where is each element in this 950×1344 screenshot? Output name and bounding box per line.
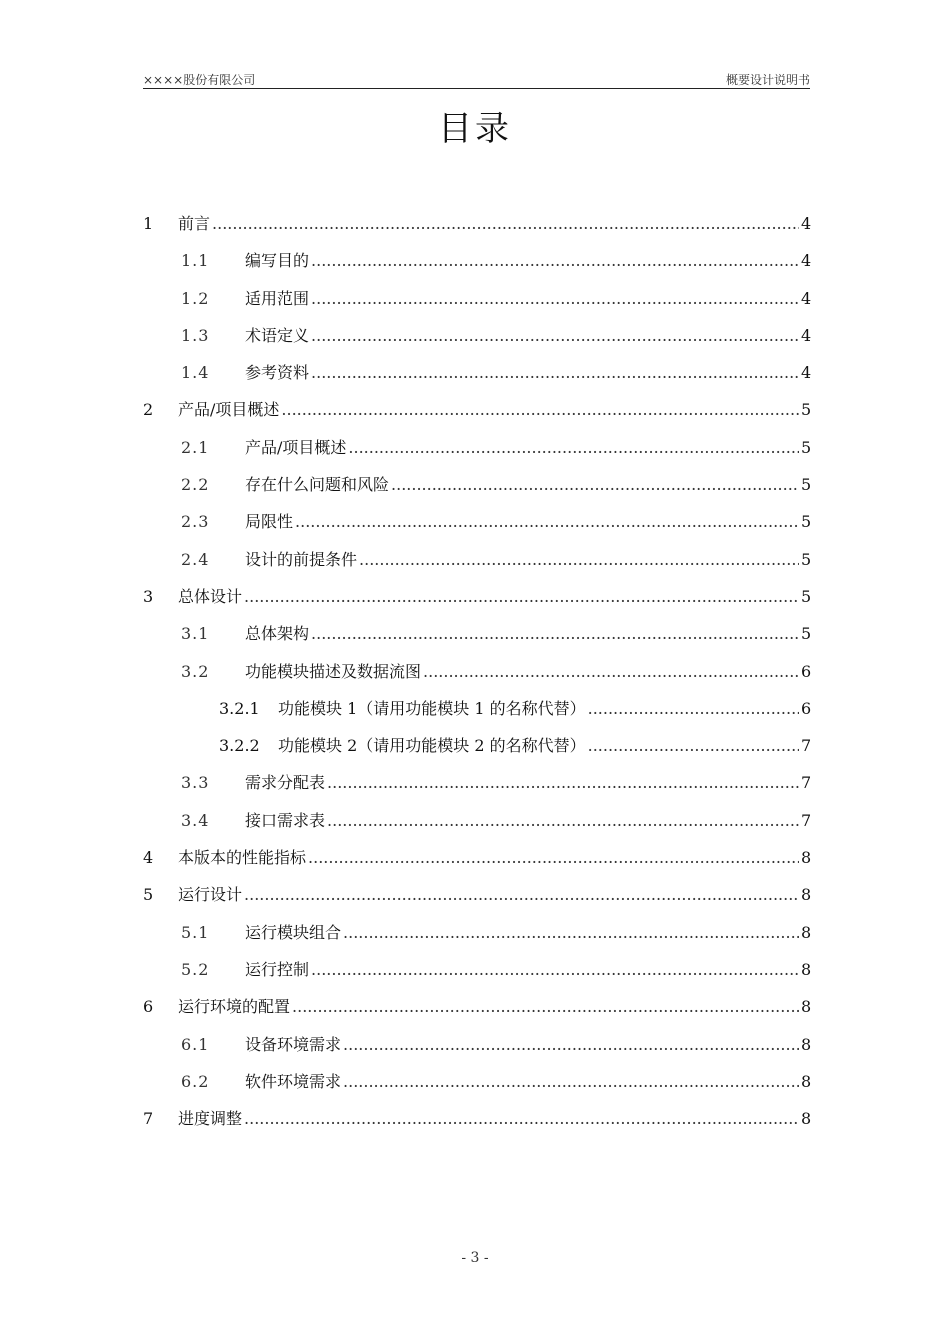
toc-entry-page: 4 (801, 214, 812, 233)
toc-entry-title: 设计的前提条件 (245, 549, 358, 569)
toc-entry-title: 局限性 (245, 512, 294, 532)
toc-leader-dots (311, 960, 799, 980)
toc-entry[interactable] (143, 550, 815, 587)
toc-entry[interactable] (143, 400, 815, 437)
toc-entry[interactable] (143, 1035, 815, 1072)
toc-leader-dots (311, 289, 799, 309)
toc-entry-title: 接口需求表 (245, 810, 326, 830)
toc-entry-number: 1.4 (181, 363, 210, 383)
toc-entry-page: 8 (801, 885, 812, 905)
toc-entry[interactable] (143, 997, 815, 1034)
toc-entry-page: 5 (801, 586, 812, 606)
toc-entry[interactable] (143, 699, 815, 736)
toc-leader-dots (244, 587, 799, 607)
toc-leader-dots (308, 848, 799, 868)
toc-entry-number: 2.2 (181, 475, 210, 495)
toc-entry[interactable] (143, 848, 815, 885)
toc-entry-title: 设备环境需求 (245, 1034, 342, 1054)
toc-entry-page: 4 (801, 251, 812, 271)
toc-entry-number: 1.1 (181, 251, 210, 271)
toc-entry-page: 7 (801, 810, 812, 830)
toc-entry-title: 功能模块 2（请用功能模块 2 的名称代替） (278, 736, 586, 756)
toc-entry-page: 5 (801, 624, 812, 644)
toc-entry-number: 1.2 (181, 288, 210, 308)
toc-entry-title: 总体设计 (178, 586, 243, 606)
toc-leader-dots (423, 662, 799, 682)
toc-entry-page: 5 (801, 437, 812, 457)
toc-entry-number: 7 (143, 1109, 154, 1129)
toc-entry-title: 总体架构 (245, 624, 310, 644)
toc-entry-title: 产品/项目概述 (178, 400, 280, 420)
toc-entry[interactable] (143, 512, 815, 549)
toc-entry[interactable] (143, 736, 815, 773)
toc-entry-title: 需求分配表 (245, 773, 326, 793)
company-name: ××××股份有限公司 (143, 73, 256, 87)
toc-entry[interactable] (143, 214, 815, 251)
toc-entry-page: 8 (801, 848, 812, 868)
toc-entry[interactable] (143, 624, 815, 661)
toc-leader-dots (311, 624, 799, 644)
toc-entry-title: 本版本的性能指标 (178, 848, 307, 868)
toc-entry-page: 4 (801, 363, 812, 383)
toc-entry[interactable] (143, 811, 815, 848)
toc-entry-number: 2.1 (181, 437, 210, 457)
toc-entry-number: 3 (143, 586, 154, 606)
toc-leader-dots (327, 773, 799, 793)
toc-entry-number: 5 (143, 885, 154, 905)
toc-entry-number: 1.3 (181, 325, 210, 345)
toc-entry-page: 8 (801, 1071, 812, 1091)
toc-entry-title: 存在什么问题和风险 (245, 475, 390, 495)
toc-entry-page: 4 (801, 325, 812, 345)
toc-leader-dots (343, 923, 799, 943)
toc-entry-number: 3.2 (181, 661, 210, 681)
toc-entry-number: 6.1 (181, 1034, 210, 1054)
toc-entry-number: 2.3 (181, 512, 210, 532)
toc-entry[interactable] (143, 326, 815, 363)
toc-entry-title: 适用范围 (245, 288, 310, 308)
toc-entry-number: 2 (143, 400, 154, 420)
toc-entry-number: 5.1 (181, 922, 210, 942)
toc-entry-page: 7 (801, 773, 812, 793)
document-title: 概要设计说明书 (725, 73, 810, 87)
toc-leader-dots (311, 251, 799, 271)
toc-entry-page: 4 (801, 288, 812, 308)
toc-entry-number: 3.3 (181, 773, 210, 793)
toc-entry-title: 参考资料 (245, 363, 310, 383)
toc-entry-page: 6 (801, 661, 812, 681)
toc-entry-title: 功能模块 1（请用功能模块 1 的名称代替） (278, 698, 586, 718)
table-of-contents (143, 214, 815, 1146)
toc-entry-page: 5 (801, 549, 812, 569)
toc-entry-number: 2.4 (181, 549, 210, 569)
toc-leader-dots (343, 1072, 799, 1092)
toc-entry-page: 6 (801, 698, 812, 718)
toc-entry[interactable] (143, 1109, 815, 1146)
toc-leader-dots (212, 214, 799, 234)
toc-entry[interactable] (143, 1072, 815, 1109)
toc-entry[interactable] (143, 923, 815, 960)
toc-entry-number: 6 (143, 997, 154, 1017)
toc-entry-number: 3.1 (181, 624, 210, 644)
toc-leader-dots (588, 736, 799, 756)
toc-leader-dots (359, 550, 799, 570)
toc-entry-number: 3.4 (181, 810, 210, 830)
toc-entry[interactable] (143, 438, 815, 475)
toc-entry-number: 3.2.2 (219, 736, 260, 756)
toc-entry-page: 8 (801, 997, 812, 1017)
toc-entry-title: 功能模块描述及数据流图 (245, 661, 422, 681)
toc-entry-title: 前言 (178, 214, 211, 233)
toc-leader-dots (244, 1109, 799, 1129)
toc-leader-dots (391, 475, 799, 495)
toc-entry-title: 运行模块组合 (245, 922, 342, 942)
toc-leader-dots (311, 326, 799, 346)
toc-entry[interactable] (143, 587, 815, 624)
toc-entry-title: 运行控制 (245, 959, 310, 979)
toc-entry-number: 6.2 (181, 1071, 210, 1091)
toc-entry-page: 7 (801, 736, 812, 756)
toc-entry[interactable] (143, 251, 815, 288)
toc-title: 目录 (438, 109, 512, 149)
toc-leader-dots (348, 438, 799, 458)
toc-entry-title: 运行环境的配置 (178, 997, 291, 1017)
toc-leader-dots (295, 512, 799, 532)
toc-leader-dots (311, 363, 799, 383)
toc-entry[interactable] (143, 475, 815, 512)
toc-leader-dots (244, 885, 799, 905)
toc-entry-page: 5 (801, 475, 812, 495)
toc-entry[interactable] (143, 960, 815, 997)
toc-entry-number: 5.2 (181, 959, 210, 979)
toc-entry-title: 产品/项目概述 (245, 437, 347, 457)
toc-entry[interactable] (143, 885, 815, 922)
toc-entry-title: 进度调整 (178, 1109, 243, 1129)
toc-entry-title: 软件环境需求 (245, 1071, 342, 1091)
toc-entry-title: 运行设计 (178, 885, 243, 905)
toc-leader-dots (292, 997, 799, 1017)
toc-entry-number: 1 (143, 214, 154, 233)
toc-entry-page: 8 (801, 959, 812, 979)
page-header (143, 70, 810, 89)
toc-entry-number: 4 (143, 848, 154, 868)
toc-entry-page: 5 (801, 400, 812, 420)
toc-leader-dots (588, 699, 799, 719)
toc-entry-number: 3.2.1 (219, 698, 260, 718)
toc-entry-page: 8 (801, 1109, 812, 1129)
toc-entry[interactable] (143, 289, 815, 326)
toc-entry[interactable] (143, 363, 815, 400)
toc-entry-page: 8 (801, 1034, 812, 1054)
toc-entry[interactable] (143, 773, 815, 810)
toc-leader-dots (281, 400, 799, 420)
page-number: - 3 - (461, 1250, 489, 1266)
toc-leader-dots (343, 1035, 799, 1055)
toc-entry-page: 5 (801, 512, 812, 532)
toc-entry-title: 术语定义 (245, 325, 310, 345)
toc-entry[interactable] (143, 662, 815, 699)
toc-entry-title: 编写目的 (245, 251, 310, 271)
toc-leader-dots (327, 811, 799, 831)
toc-entry-page: 8 (801, 922, 812, 942)
